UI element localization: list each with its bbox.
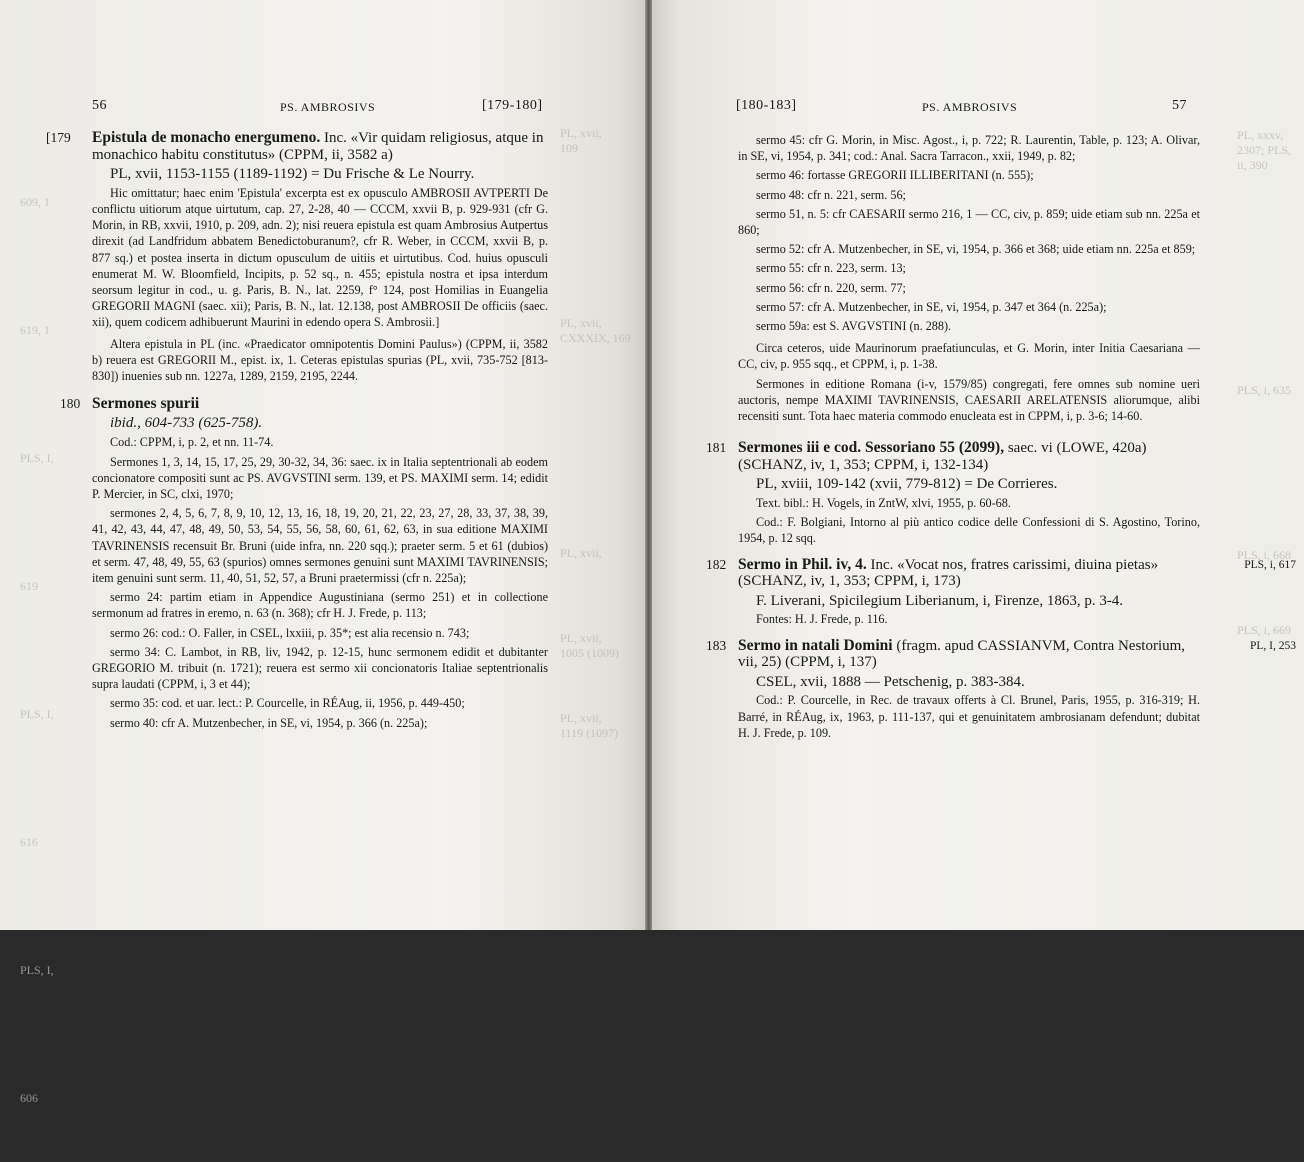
bleed-item: ii, 390	[1237, 158, 1268, 172]
left-page	[0, 0, 645, 1105]
entry-title: Epistula de monacho energumeno.	[92, 129, 321, 146]
bleed-left-gutter	[560, 126, 640, 741]
right-page	[652, 0, 1304, 930]
left-page-number: 56	[92, 98, 107, 113]
entry-note: Hic omittatur; haec enim 'Epistula' excerpta est ex opusculo AMBROSII AVTPERTI De conflictu uitiorum atque uirtutum, cap. 27, 2-28, 40 — CCCM, xxvii B, p. 929-931 (cfr G. Morin, in RB, xxvii, 1910, p. 209, adn. 2); nisi reuera epistula est quam Ambrosius Autpertus direxit (ad Landfridum abbatem Benedictoburanum?, cfr R. Weber, in CCCM, xxvii B, p. 877 sq.) et postea inserta in dictum opusculum de uitiis et uirtutibus. Cod. huius opusculi enumerat M. W. Bloomfield, Incipits, p. 52 sq., n. 455; epistula nostra et ipsa interdum seorsum legitur in cod., u. g. Paris, B. N., lat. 2259, f° 124, post Homilias in Euangelia GREGORII MAGNI (saec. xii); Paris, B. N., lat. 12.138, post AMBROSII De officiis (saec. xii), quem codicem adhibuerunt Maurini in edendo opera S. Ambrosii.]	[92, 185, 548, 330]
entry-incipit: saec. vi (LOWE, 420a) (SCHANZ, iv, 1, 353; CPPM, i, 132-134)	[738, 440, 1147, 473]
left-entry-range: [179-180]	[482, 98, 543, 113]
sermo-note: sermo 51, n. 5: cfr CAESARII sermo 216, 1 — CC, civ, p. 859; uide etiam sub nn. 225a et 860;	[738, 206, 1200, 238]
bleed-item: PL, xvii,	[560, 126, 602, 140]
bleed-item: PLS, i, 669	[1237, 623, 1292, 637]
entry-note: Altera epistula in PL (inc. «Praedicator omnipotentis Domini Paulus») (CPPM, ii, 3582 b) reuera est GREGORII M., epist. ix, 1. Ceteras epistulas spurias (PL, xvii, 735-752 [813-830]) inuenies sub nn. 1227a, 1289, 2159, 2195, 2244.	[92, 336, 548, 384]
entry-bibl: Text. bibl.: H. Vogels, in ZntW, xlvi, 1955, p. 60-68.	[756, 496, 1011, 511]
entry-number: 181	[706, 440, 727, 456]
entry-edition: CSEL, xvii, 1888 — Petschenig, p. 383-384.	[756, 673, 1025, 690]
entry-codices: Cod.: P. Courcelle, in Rec. de travaux offerts à Cl. Brunel, Paris, 1955, p. 316-319; H. Barré, in RÉAug, ix, 1963, p. 111-137, qui et genuinitatem ambrosianam defendunt; dubitat H. J. Frede, p. 109.	[738, 693, 1200, 740]
bleed-item: PLS, I, 619	[20, 451, 54, 593]
bleed-item: PL, xvii,	[560, 711, 602, 725]
sermo-note: sermo 55: cfr n. 223, serm. 13;	[756, 261, 906, 276]
entry-title: Sermones iii e cod. Sessoriano 55 (2099),	[738, 439, 1005, 457]
entry-title: Sermones spurii	[92, 395, 200, 413]
bleed-item: 619, 1	[20, 323, 50, 337]
book-gutter	[645, 0, 652, 930]
bleed-item: 2307; PLS,	[1237, 143, 1292, 157]
sermo-note: sermo 52: cfr A. Mutzenbecher, in SE, vi, 1954, p. 366 et 368; uide etiam nn. 225a et 859;	[756, 242, 1196, 257]
entry-reference: PLS, i, 617	[1244, 558, 1296, 571]
bleed-item: PL, xxxv,	[1237, 128, 1284, 142]
bleed-item: PLS, I, 616	[20, 707, 54, 849]
entry-edition: PL, xvii, 1153-1155 (1189-1192) = Du Frische & Le Nourry.	[110, 166, 475, 183]
sermo-note: sermo 57: cfr A. Mutzenbecher, in SE, vi, 1954, p. 347 et 364 (n. 225a);	[756, 299, 1107, 314]
entry-codices: Cod.: CPPM, i, p. 2, et nn. 11-74.	[110, 435, 274, 450]
right-running-head: PS. AMBROSIVS	[922, 100, 1018, 114]
entry-note: sermo 35: cod. et uar. lect.: P. Courcelle, in RÉAug, ii, 1956, p. 449-450;	[110, 696, 465, 711]
romana-note: Sermones in editione Romana (i-v, 1579/85) congregati, fere omnes sub nomine ueri auctoris, nempe MAXIMI TAVRINENSIS, CAESARII ARELATENSIS aliorumque, alibi recensiti sunt. Tota haec materia commodo enucleata est in CPPM, i, p. 3-6; 14-60.	[738, 376, 1200, 424]
entry-183	[706, 636, 1296, 741]
entry-note: sermo 34: C. Lambot, in RB, liv, 1942, p. 12-15, hunc sermonem edidit et dubitanter GREGORIO M. tribuit (n. 1721); reuera est sermo xii concionatoris Italiae septentrionalis supra laudati (CPPM, i, 3 et 44);	[92, 644, 548, 692]
entry-fontes: Fontes: H. J. Frede, p. 116.	[756, 612, 888, 627]
entry-codices: Cod.: F. Bolgiani, Intorno al più antico codice delle Confessioni di S. Agostino, Torino, 1954, p. 12 sqq.	[738, 515, 1200, 546]
entry-reference: PL, I, 253	[1250, 639, 1296, 652]
entry-181	[706, 439, 1200, 546]
bleed-item: PLS, i, 668	[1237, 548, 1292, 562]
bleed-item: PL, xvii,	[560, 631, 602, 645]
entry-number: 180	[60, 396, 81, 412]
sermo-note: sermo 59a: est S. AVGVSTINI (n. 288).	[756, 319, 952, 334]
sermo-note: sermo 45: cfr G. Morin, in Misc. Agost., i, p. 722; R. Laurentin, Table, p. 123; A. Olivar, in SE, vi, 1954, p. 341; cod.: Anal. Sacra Tarracon., xxii, 1949, p. 82;	[738, 133, 1200, 164]
entry-note: sermo 24: partim etiam in Appendice Augustiniana (sermo 251) et in collectione sermonum ad fratres in eremo, n. 63 (n. 368); cfr H. J. Frede, p. 113;	[92, 590, 548, 621]
entry-edition: F. Liverani, Spicilegium Liberianum, i, Firenze, 1863, p. 3-4.	[756, 592, 1124, 609]
entry-title: Sermo in Phil. iv, 4.	[738, 555, 867, 573]
bleed-item: 1119 (1097)	[560, 726, 619, 740]
entry-incipit: (fragm. apud CASSIANVM, Contra Nestorium, vii, 25) (CPPM, i, 137)	[738, 637, 1186, 671]
circa-note: Circa ceteros, uide Maurinorum praefatiunculas, et G. Morin, inter Initia Caesariana — CC, civ, p. 955 sqq., et CPPM, i, p. 1-38.	[738, 341, 1200, 372]
entry-number: 182	[706, 556, 727, 572]
right-page-number: 57	[1172, 98, 1187, 113]
sermo-note: sermo 46: fortasse GREGORII ILLIBERITANI (n. 555);	[756, 168, 1034, 183]
right-entry-range: [180-183]	[736, 98, 797, 113]
entry-note: Sermones 1, 3, 14, 15, 17, 25, 29, 30-32, 34, 36: saec. ix in Italia septentrionali ab eodem concionatore compositi sunt ac PS. AVGVSTINI serm. 139, et PS. MAXIMI serm. 14; edidit P. Mercier, in SC, clxi, 1970;	[92, 454, 548, 502]
bleed-item: PL, xvii,	[560, 546, 602, 560]
entry-note: sermones 2, 4, 5, 6, 7, 8, 9, 10, 12, 13, 16, 18, 19, 20, 21, 22, 23, 27, 28, 33, 37, 38, 39, 41, 42, 43, 44, 47, 48, 49, 50, 53, 54, 55, 56, 58, 60, 61, 62, 63, in sua editione MAXIMI TAVRINENSIS recensuit Br. Bruni (uide infra, nn. 220 sqq.); praeter serm. 5 et 61 (dubios) et serm. 47, 48, 49, 55, 63 (spurios) omnes sermones genuini sunt MAXIMI TAVRINENSIS; item genuini sunt serm. 11, 40, 51, 52, 57, a Bruni praetermissi (cfr n. 225a);	[92, 506, 548, 586]
entry-incipit: Inc. «Vocat nos, fratres carissimi, diuina pietas» (SCHANZ, iv, 1, 353; CPPM, i, 173)	[738, 556, 1159, 590]
bleed-item: PLS, i, 635	[1237, 383, 1292, 397]
left-running-head: PS. AMBROSIVS	[280, 100, 376, 114]
sermo-note: sermo 56: cfr n. 220, serm. 77;	[756, 280, 906, 295]
entry-edition: PL, xviii, 109-142 (xvii, 779-812) = De Corrieres.	[756, 476, 1058, 493]
entry-179	[46, 129, 548, 384]
left-body	[46, 129, 548, 737]
bleed-item: 1005 (1009)	[560, 646, 619, 660]
entry-number: 183	[706, 637, 727, 653]
entry-note: sermo 40: cfr A. Mutzenbecher, in SE, vi, 1954, p. 366 (n. 225a);	[110, 715, 428, 730]
entry-incipit: Inc. «Vir quidam religiosus, atque in monachico habitu constitutus» (CPPM, ii, 3582 a)	[92, 130, 544, 163]
bleed-item: 609, 1	[20, 195, 50, 209]
entry-note: sermo 26: cod.: O. Faller, in CSEL, lxxiii, p. 35*; est alia recensio n. 743;	[110, 625, 470, 640]
entry-title: Sermo in natali Domini	[738, 636, 893, 654]
bleed-item: 109	[560, 141, 578, 155]
sermo-note: sermo 48: cfr n. 221, serm. 56;	[756, 187, 906, 202]
entry-edition: ibid., 604-733 (625-758).	[110, 414, 263, 431]
entry-number: [179	[46, 130, 71, 145]
bleed-item: PL, xvii,	[560, 316, 602, 330]
bleed-left-margin	[20, 138, 60, 1162]
entry-180	[60, 395, 548, 731]
bleed-item: CXXXIX, 169	[560, 331, 631, 345]
bleed-item: PLS, I, 606	[20, 963, 54, 1105]
